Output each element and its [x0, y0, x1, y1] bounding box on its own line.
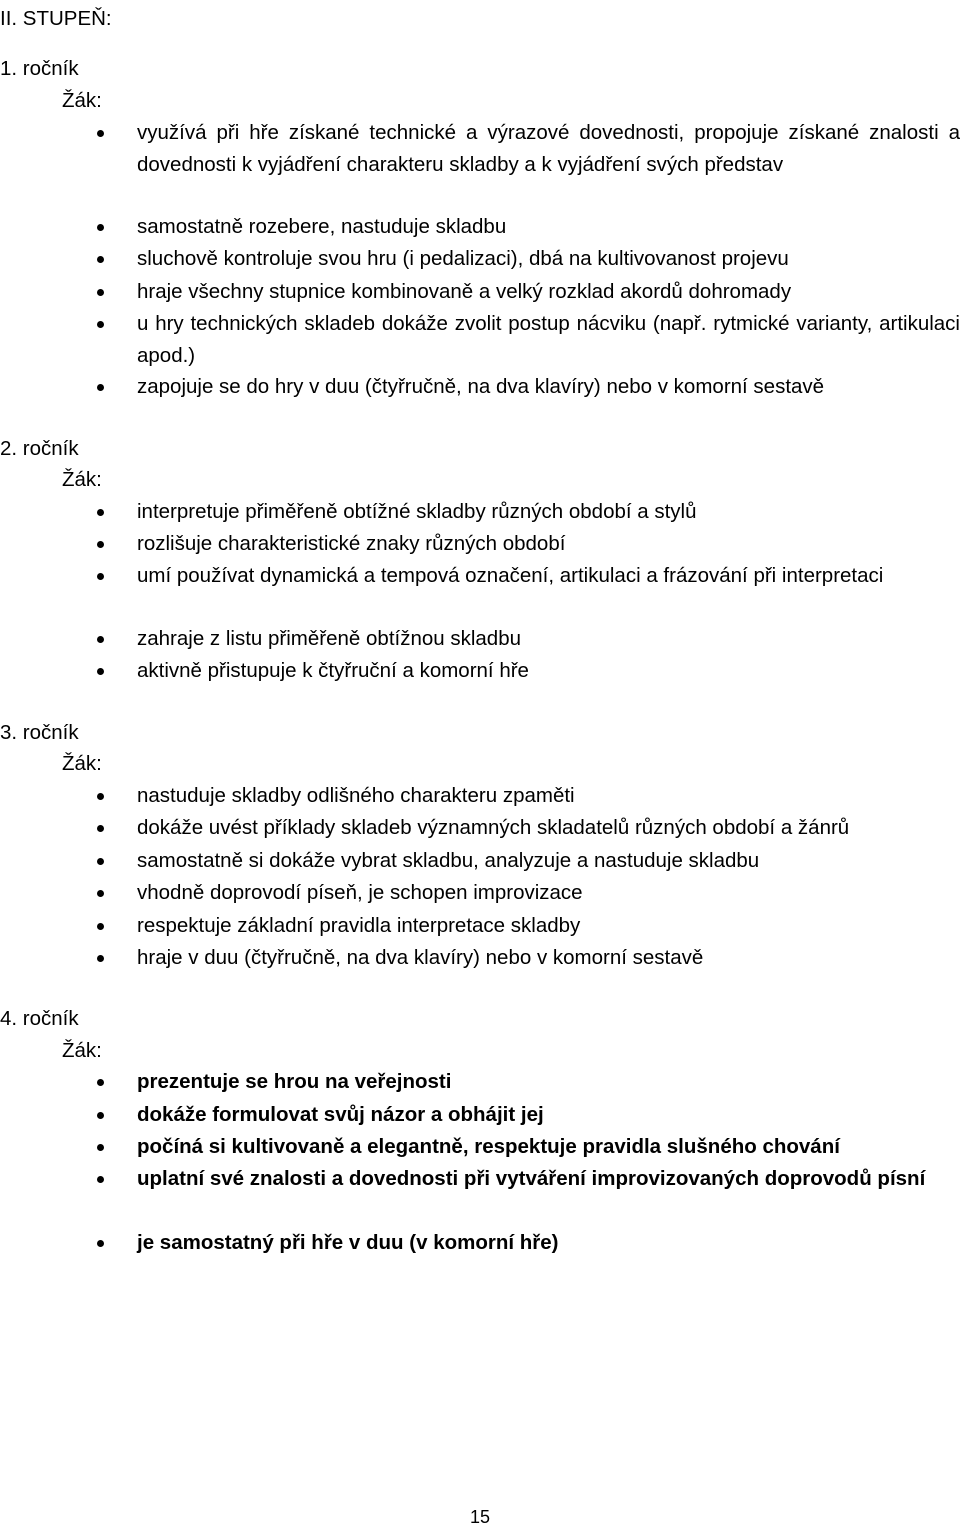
bullet-icon: [97, 890, 104, 897]
bullet-icon: [97, 858, 104, 865]
stage-title: II. STUPEŇ:: [0, 7, 112, 30]
list-item-text: hraje všechny stupnice kombinovaně a velký rozklad akordů dohromady: [137, 280, 792, 303]
subject-label: Žák:: [62, 1039, 102, 1062]
grade-heading: 2. ročník: [0, 437, 79, 460]
bullet-icon: [97, 1176, 104, 1183]
subject-label: Žák:: [62, 89, 102, 112]
list-item-text: interpretuje přiměřeně obtížné skladby různých období a stylů: [137, 500, 697, 523]
bullet-icon: [97, 573, 104, 580]
bullet-icon: [97, 289, 104, 296]
subject-label: Žák:: [62, 468, 102, 491]
list-item-text: respektuje základní pravidla interpretace skladby: [137, 914, 581, 937]
bullet-icon: [97, 955, 104, 962]
bullet-icon: [97, 668, 104, 675]
bullet-icon: [97, 224, 104, 231]
list-item-text: u hry technických skladeb dokáže zvolit postup nácviku (např. rytmické varianty, artikulaci apod.): [137, 312, 960, 367]
bullet-icon: [97, 825, 104, 832]
bullet-icon: [97, 541, 104, 548]
bullet-icon: [97, 1112, 104, 1119]
page-number: 15: [469, 1507, 491, 1527]
list-item-text: rozlišuje charakteristické znaky různých období: [137, 532, 566, 555]
list-item-text: zahraje z listu přiměřeně obtížnou skladbu: [137, 627, 522, 650]
list-item-text: aktivně přistupuje k čtyřruční a komorní hře: [137, 659, 529, 682]
list-item-text: nastuduje skladby odlišného charakteru zpaměti: [137, 784, 575, 807]
list-item-text: zapojuje se do hry v duu (čtyřručně, na dva klavíry) nebo v komorní sestavě: [137, 375, 825, 398]
list-item-text: umí používat dynamická a tempová označení, artikulaci a frázování při interpretaci: [137, 564, 884, 587]
bullet-icon: [97, 1079, 104, 1086]
list-item-text: prezentuje se hrou na veřejnosti: [137, 1070, 452, 1093]
list-item-text: využívá při hře získané technické a výrazové dovednosti, propojuje získané znalosti a dovednosti k vyjádření charakteru skladby a k vyjádření svých představ: [137, 121, 960, 176]
bullet-icon: [97, 256, 104, 263]
bullet-icon: [97, 793, 104, 800]
bullet-icon: [97, 384, 104, 391]
list-item-text: samostatně si dokáže vybrat skladbu, analyzuje a nastuduje skladbu: [137, 849, 760, 872]
list-item-text: hraje v duu (čtyřručně, na dva klavíry) nebo v komorní sestavě: [137, 946, 704, 969]
bullet-icon: [97, 321, 104, 328]
bullet-icon: [97, 923, 104, 930]
list-item-text: dokáže formulovat svůj názor a obhájit jej: [137, 1103, 544, 1126]
bullet-icon: [97, 509, 104, 516]
bullet-icon: [97, 1144, 104, 1151]
list-item-text: počíná si kultivovaně a elegantně, respektuje pravidla slušného chování: [137, 1135, 840, 1158]
grade-heading: 3. ročník: [0, 721, 79, 744]
list-item-text: sluchově kontroluje svou hru (i pedalizaci), dbá na kultivovanost projevu: [137, 247, 789, 270]
bullet-icon: [97, 130, 104, 137]
grade-heading: 1. ročník: [0, 57, 79, 80]
list-item-text: vhodně doprovodí píseň, je schopen improvizace: [137, 881, 583, 904]
bullet-icon: [97, 1240, 104, 1247]
subject-label: Žák:: [62, 752, 102, 775]
grade-heading: 4. ročník: [0, 1007, 79, 1030]
list-item-text: samostatně rozebere, nastuduje skladbu: [137, 215, 507, 238]
list-item-text: dokáže uvést příklady skladeb významných skladatelů různých období a žánrů: [137, 816, 850, 839]
list-item-text: je samostatný při hře v duu (v komorní hře): [137, 1231, 559, 1254]
list-item-text: uplatní své znalosti a dovednosti při vytváření improvizovaných doprovodů písní: [137, 1167, 926, 1190]
bullet-icon: [97, 636, 104, 643]
